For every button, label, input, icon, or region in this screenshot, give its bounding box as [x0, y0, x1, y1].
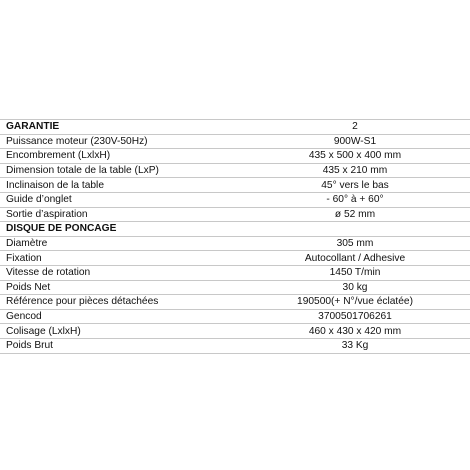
spec-label: Diamètre	[6, 238, 48, 250]
column-gap	[230, 324, 240, 339]
spec-value: 190500(+ N°/vue éclatée)	[297, 296, 413, 308]
spec-row-diametre	[0, 236, 470, 251]
spec-value: 1450 T/min	[329, 267, 381, 279]
spec-value: 2	[352, 121, 358, 133]
spec-value: 3700501706261	[318, 311, 392, 323]
spec-row-dimension-table	[0, 163, 470, 178]
spec-table	[0, 119, 470, 354]
spec-value: 33 Kg	[341, 340, 369, 352]
column-gap	[230, 309, 240, 324]
spec-value: 45° vers le bas	[321, 179, 389, 191]
column-gap	[230, 134, 240, 149]
column-gap	[230, 236, 240, 251]
spec-label: Poids Net	[6, 281, 51, 293]
spec-row-sortie-aspiration	[0, 207, 470, 222]
spec-label: Inclinaison de la table	[6, 179, 104, 191]
spec-row-vitesse-rotation	[0, 265, 470, 280]
spec-row-poids-net	[0, 280, 470, 295]
spec-row-colisage	[0, 324, 470, 339]
spec-section-label: DISQUE DE PONCAGE	[6, 223, 117, 235]
column-gap	[230, 338, 240, 353]
column-gap	[230, 120, 240, 135]
spec-row-disque-poncage	[0, 222, 470, 237]
spec-value: - 60° à + 60°	[326, 194, 384, 206]
spec-label: Poids Brut	[6, 340, 53, 352]
spec-label: Guide d’onglet	[6, 194, 72, 206]
spec-value: Autocollant / Adhesive	[304, 252, 406, 264]
spec-label: Fixation	[6, 252, 42, 264]
column-gap	[230, 280, 240, 295]
column-gap	[230, 222, 240, 237]
spec-row-puissance-moteur	[0, 134, 470, 149]
spec-row-gencod	[0, 309, 470, 324]
spec-value: 435 x 210 mm	[322, 165, 388, 177]
spec-value: 900W-S1	[333, 135, 377, 147]
column-gap	[230, 295, 240, 310]
column-gap	[230, 149, 240, 164]
spec-label: Référence pour pièces détachées	[6, 296, 159, 308]
spec-label: Encombrement (LxlxH)	[6, 150, 111, 162]
column-gap	[230, 192, 240, 207]
spec-value: 460 x 430 x 420 mm	[308, 325, 402, 337]
column-gap	[230, 163, 240, 178]
column-gap	[230, 265, 240, 280]
column-gap	[230, 207, 240, 222]
spec-value	[240, 222, 470, 237]
spec-row-encombrement	[0, 149, 470, 164]
spec-label: GARANTIE	[6, 121, 60, 133]
spec-label: Colisage (LxlxH)	[6, 325, 81, 337]
spec-label: Vitesse de rotation	[6, 267, 91, 279]
spec-row-inclinaison	[0, 178, 470, 193]
spec-row-fixation	[0, 251, 470, 266]
spec-row-guide-onglet	[0, 192, 470, 207]
spec-table-body	[0, 120, 470, 354]
column-gap	[230, 251, 240, 266]
spec-row-reference-pieces	[0, 295, 470, 310]
spec-value: 305 mm	[336, 238, 374, 250]
spec-label: Gencod	[6, 311, 42, 323]
spec-label: Puissance moteur (230V-50Hz)	[6, 135, 148, 147]
spec-value: 30 kg	[342, 281, 368, 293]
spec-label: Dimension totale de la table (LxP)	[6, 165, 159, 177]
spec-value: ø 52 mm	[334, 208, 376, 220]
spec-row-poids-brut	[0, 338, 470, 353]
column-gap	[230, 178, 240, 193]
spec-value: 435 x 500 x 400 mm	[308, 150, 402, 162]
spec-row-garantie	[0, 120, 470, 135]
spec-label: Sortie d’aspiration	[6, 208, 88, 220]
